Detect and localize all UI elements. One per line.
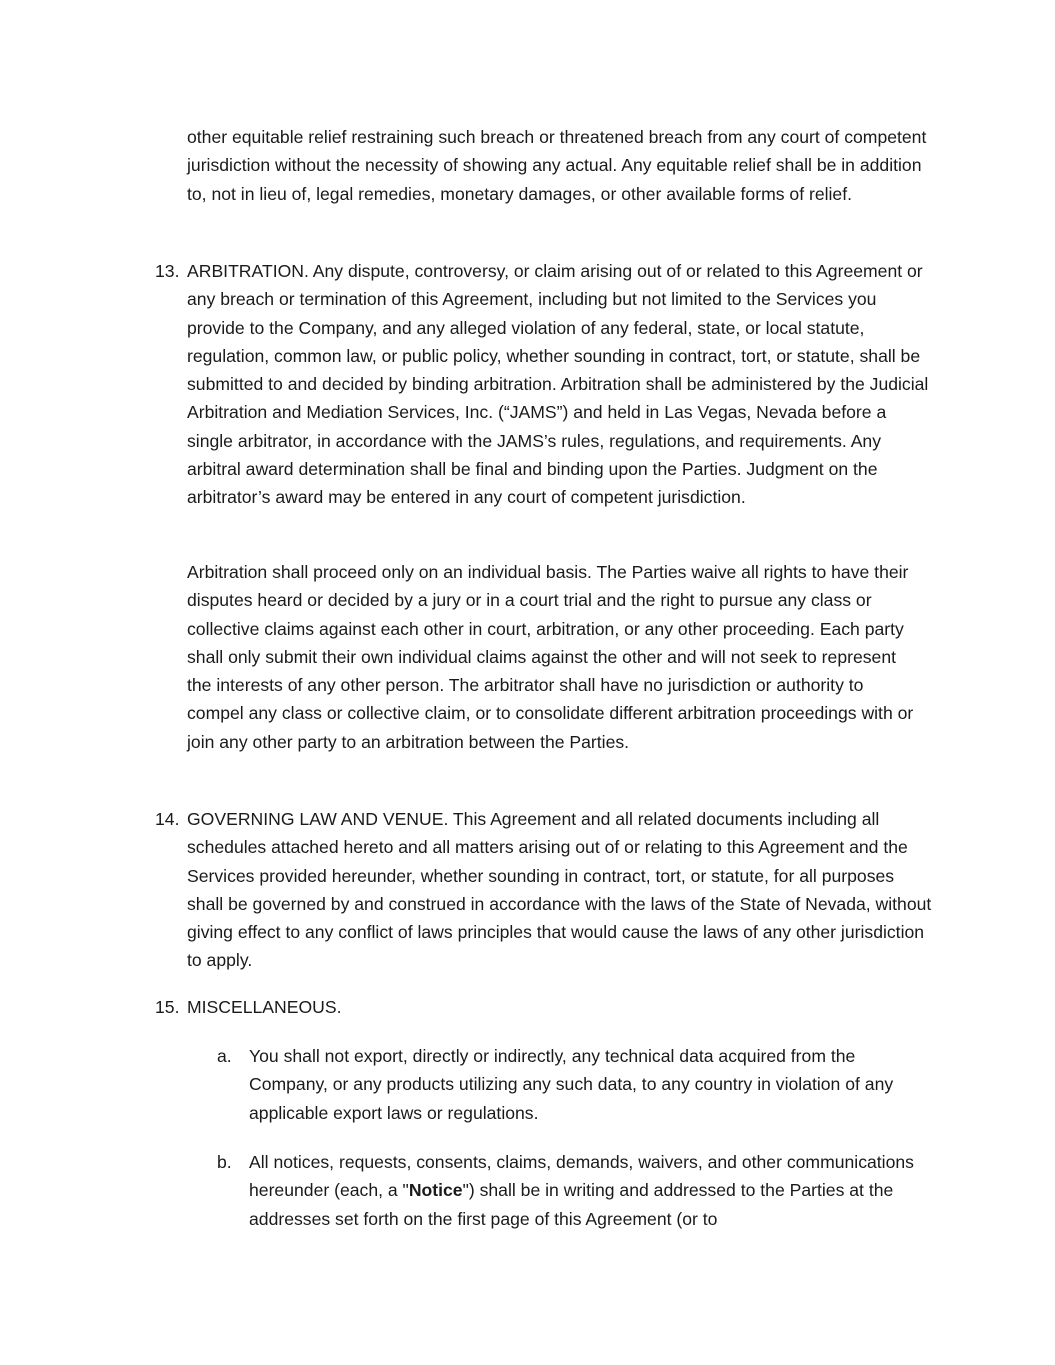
item-a-letter: a. bbox=[217, 1046, 232, 1066]
section-13-arbitration-paragraph: ARBITRATION. Any dispute, controversy, or claim arising out of or related to this Agreement or any breach or termination of this Agreement, including but not limited to the Services you provide to the Company, and any alleged violation of any federal, state, or local statute, regulation, common law, or public policy, whether sounding in contract, tort, or statute, shall be submitted to and decided by binding arbitration. Arbitration shall be administered by the Judicial Arbitration and Mediation Services, Inc. (“JAMS”) and held in Las Vegas, Nevada before a single arbitrator, in accordance with the JAMS’s rules, regulations, and requirements. Any arbitral award determination shall be final and binding upon the Parties. Judgment on the arbitrator’s award may be entered in any court of competent jurisdiction. bbox=[187, 261, 929, 508]
notice-defined-term: Notice bbox=[408, 1180, 463, 1201]
item-b-letter: b. bbox=[217, 1152, 232, 1172]
section-13-individual-basis-paragraph: Arbitration shall proceed only on an individual basis. The Parties waive all rights to have their disputes heard or decided by a jury or in a court trial and the right to pursue any class or collective claims against each other in court, arbitration, or any other proceeding. Each party shall only submit their own individual claims against the other and will not seek to represent the interests of any other person. The arbitrator shall have no jurisdiction or authority to compel any class or collective claim, or to consolidate different arbitration proceedings with or join any other party to an arbitration between the Parties. bbox=[187, 562, 914, 752]
section-15-heading: MISCELLANEOUS. bbox=[187, 997, 342, 1017]
item-b-text-after: ") shall be in writing and addressed to the Parties at the addresses set forth on the first page of this Agreement (or to bbox=[249, 1180, 894, 1229]
item-a-export-paragraph: You shall not export, directly or indirectly, any technical data acquired from the Company, or any products utilizing any such data, to any country in violation of any applicable export laws or regulations. bbox=[249, 1046, 894, 1123]
continuation-paragraph: other equitable relief restraining such breach or threatened breach from any court of competent jurisdiction without the necessity of showing any actual. Any equitable relief shall be in addition to, not in lieu of, legal remedies, monetary damages, or other available forms of relief. bbox=[187, 127, 927, 204]
item-b-notices-paragraph bbox=[249, 1148, 934, 1233]
section-14-governing-law-paragraph: GOVERNING LAW AND VENUE. This Agreement and all related documents including all schedules attached hereto and all matters arising out of or relating to this Agreement and the Services provided hereunder, whether sounding in contract, tort, or statute, for all purposes shall be governed by and construed in accordance with the laws of the State of Nevada, without giving effect to any conflict of laws principles that would cause the laws of any other jurisdiction to apply. bbox=[187, 809, 932, 971]
section-15-number: 15. bbox=[155, 997, 180, 1017]
section-13-number: 13. bbox=[155, 261, 180, 281]
item-b-text-before: All notices, requests, consents, claims, demands, waivers, and other communications hereunder (each, a " bbox=[249, 1152, 914, 1201]
section-14-number: 14. bbox=[155, 809, 180, 829]
